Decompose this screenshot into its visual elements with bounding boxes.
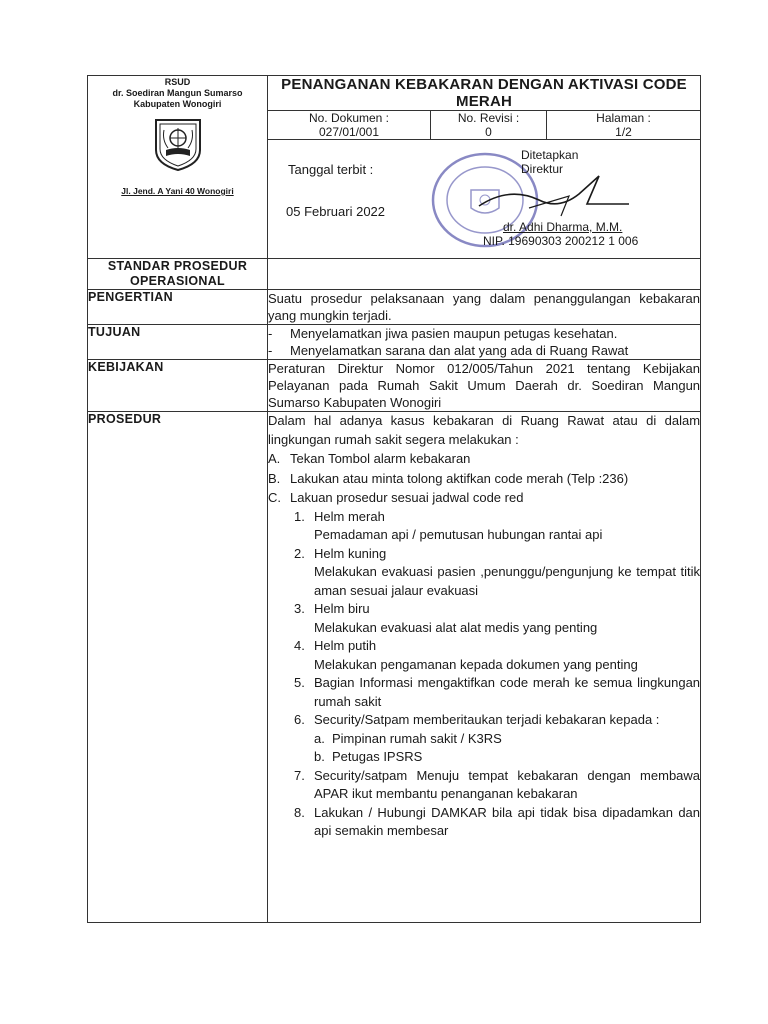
num-6-text: Security/Satpam memberitaukan terjadi kebakaran kepada : (314, 712, 660, 727)
signer-name: dr. Adhi Dharma, M.M. (503, 220, 623, 234)
direktur-label: Direktur (521, 162, 564, 176)
list-item (268, 489, 700, 508)
num-marker: 8. (294, 804, 305, 820)
tujuan-item-2: Menyelamatkan sarana dan alat yang ada di Ruang Rawat (290, 343, 629, 358)
hospital-line-1: RSUD (164, 77, 191, 87)
hospital-address: Jl. Jend. A Yani 40 Wonogiri (121, 186, 234, 196)
approval-heading (521, 148, 578, 176)
document-title: PENANGANAN KEBAKARAN DENGAN AKTIVASI CODE MERAH (268, 76, 701, 111)
list-item (294, 804, 700, 841)
num-2-desc: Melakukan evakuasi pasien ,penunggu/pengunjung ke tempat titik aman sesuai jalaur evakuasi (314, 564, 701, 598)
hospital-header-cell (88, 76, 268, 259)
num-marker: 2. (294, 545, 305, 561)
list-item (314, 730, 700, 749)
num-7-text: Security/satpam Menuju tempat kebakaran dengan membawa APAR ikut membantu penanganan kebakaran (314, 767, 701, 801)
num-5-text: Bagian Informasi mengaktifkan code merah ke semua lingkungan rumah sakit (314, 675, 701, 709)
list-item (294, 674, 700, 711)
tanggal-terbit-value: 05 Februari 2022 (286, 204, 386, 219)
halaman-cell (547, 111, 701, 140)
step-c-text: Lakuan prosedur sesuai jadwal code red (290, 490, 524, 505)
no-revisi-label: No. Revisi : (457, 111, 520, 125)
no-dokumen-cell (268, 111, 431, 140)
step-marker: A. (268, 451, 281, 466)
num-marker: 6. (294, 712, 305, 727)
num-3-text: Helm biru (314, 601, 370, 616)
list-item (294, 508, 700, 527)
hospital-name (88, 76, 267, 110)
num-8-text: Lakukan / Hubungi DAMKAR bila api tidak bisa dipadamkan dan api semakin membesar (314, 804, 701, 838)
num-marker: 3. (294, 601, 305, 616)
step-a-text: Tekan Tombol alarm kebakaran (290, 451, 471, 466)
tanggal-terbit-label: Tanggal terbit : (288, 162, 374, 177)
num-1-desc: Pemadaman api / pemutusan hubungan rantai api (314, 527, 603, 542)
sub-b-text: Petugas IPSRS (332, 749, 423, 764)
num-marker: 7. (294, 767, 305, 783)
tujuan-label: TUJUAN (88, 325, 268, 360)
list-item: - Menyelamatkan jiwa pasien maupun petugas kesehatan. (268, 325, 700, 342)
sub-a-text: Pimpinan rumah sakit / K3RS (332, 730, 502, 746)
num-1-text: Helm merah (314, 508, 385, 524)
tujuan-list (268, 325, 701, 360)
num-3-desc: Melakukan evakuasi alat alat medis yang penting (314, 619, 598, 635)
list-item (294, 711, 700, 730)
sop-document (87, 75, 700, 913)
no-revisi-cell (431, 111, 547, 140)
hospital-line-2: dr. Soediran Mangun Sumarso (112, 88, 243, 98)
spacer-cell (268, 259, 701, 290)
sop-title: STANDAR PROSEDUR OPERASIONAL (88, 259, 268, 290)
num-4-text: Helm putih (314, 638, 377, 653)
list-item (314, 748, 700, 767)
approval-block (429, 140, 709, 258)
list-item: - Menyelamatkan sarana dan alat yang ada di Ruang Rawat (268, 342, 700, 359)
prosedur-label: PROSEDUR (88, 412, 268, 923)
list-item (294, 767, 700, 804)
step-marker: C. (268, 490, 281, 505)
sub-marker: b. (314, 749, 325, 764)
list-item (294, 637, 700, 656)
num-2-text: Helm kuning (314, 545, 387, 561)
tanggal-approval-cell (268, 140, 701, 259)
halaman-label: Halaman : (596, 111, 651, 125)
no-dokumen-value: 027/01/001 (318, 125, 380, 139)
wonogiri-emblem-icon (148, 116, 208, 172)
num-marker: 1. (294, 508, 305, 524)
list-item (294, 545, 700, 564)
num-marker: 4. (294, 638, 305, 653)
sub-marker: a. (314, 730, 325, 746)
sop-table (87, 75, 701, 923)
list-item (268, 450, 700, 469)
no-dokumen-label: No. Dokumen : (308, 111, 390, 125)
halaman-value: 1/2 (615, 125, 632, 139)
kebijakan-text: Peraturan Direktur Nomor 012/005/Tahun 2021 tentang Kebijakan Pelayanan pada Rumah Sakit Umum Daerah dr. Soediran Mangun Sumarso Kabupaten Wonogiri (268, 361, 701, 410)
step-marker: B. (268, 470, 281, 486)
kebijakan-label: KEBIJAKAN (88, 360, 268, 412)
hospital-line-3: Kabupaten Wonogiri (133, 99, 222, 109)
prosedur-content (268, 412, 701, 923)
signer-block (483, 220, 638, 248)
tujuan-item-1: Menyelamatkan jiwa pasien maupun petugas kesehatan. (290, 326, 618, 341)
signer-nip: NIP. 19690303 200212 1 006 (483, 234, 639, 248)
step-b-text: Lakukan atau minta tolong aktifkan code merah (Telp :236) (290, 470, 629, 486)
list-item (268, 470, 700, 489)
pengertian-label: PENGERTIAN (88, 290, 268, 325)
no-revisi-value: 0 (485, 125, 492, 139)
prosedur-intro: Dalam hal adanya kasus kebakaran di Ruang Rawat atau di dalam lingkungan rumah sakit segera melakukan : (268, 413, 701, 447)
num-marker: 5. (294, 675, 305, 690)
list-item (294, 600, 700, 619)
pengertian-text: Suatu prosedur pelaksanaan yang dalam penanggulangan kebakaran yang mungkin terjadi. (268, 291, 701, 323)
num-4-desc: Melakukan pengamanan kepada dokumen yang penting (314, 656, 638, 672)
ditetapkan-label: Ditetapkan (521, 148, 579, 162)
